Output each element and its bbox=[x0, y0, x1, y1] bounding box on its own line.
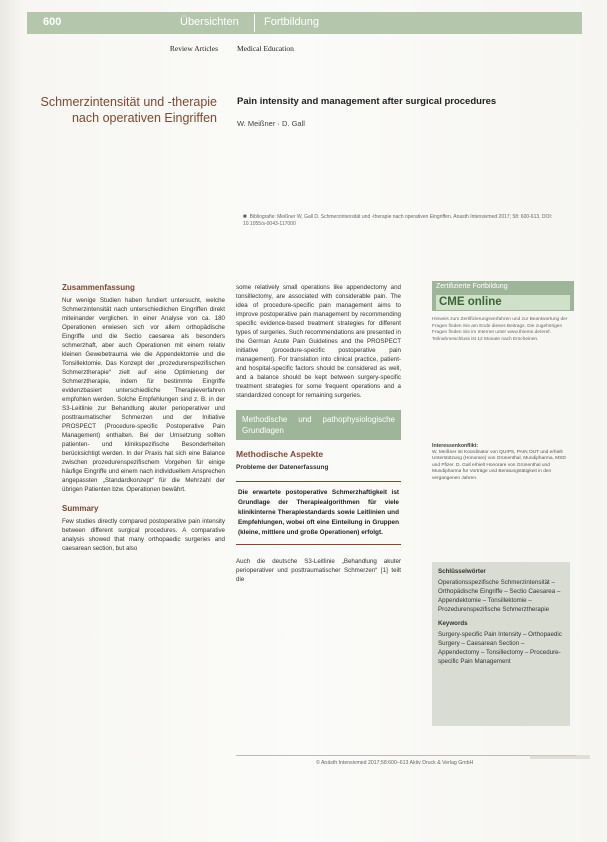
header-band bbox=[27, 12, 582, 34]
citation-bullet-icon: ■ bbox=[243, 214, 247, 220]
column-left bbox=[62, 283, 225, 553]
highlight-box: Die erwartete postoperative Schmerzhaftigkeit ist Grundlage der Therapiealgorithmen für viele klinikinterne Therapiestandards sowie Leitlinien und Empfehlungen, wobei oft eine Einteilung in Gruppen (kleine, mittlere und große Operationen) erfolgt. bbox=[236, 481, 401, 545]
footer-rule bbox=[236, 755, 576, 756]
footer-copyright: © Anästh Intensivmed 2017;58:600–613 Aktiv Druck & Verlag GmbH bbox=[316, 760, 474, 766]
section-label-education: Fortbildung bbox=[264, 16, 320, 28]
section-box-methods: Methodische und pathophysiologische Grundlagen bbox=[236, 410, 401, 440]
methods-heading: Methodische Aspekte bbox=[236, 449, 324, 459]
cme-badge bbox=[432, 281, 574, 311]
label-medical-education: Medical Education bbox=[237, 44, 294, 53]
keywords-english: Surgery-specific Pain Intensity – Orthopaedic Surgery – Caesarean Section – Appendectomy – Tonsillectomy – Procedure-specific Pain Management bbox=[438, 631, 562, 665]
citation-text: Bibliografie: Meißner W, Gall D. Schmerzintensität und -therapie nach operativen Eingriffen. Anasth Intensivmed 2017; 58: 600-613. DOI: 10.1055/s-0043-117000 bbox=[243, 214, 553, 227]
keywords-heading-german: Schlüsselwörter bbox=[438, 568, 486, 575]
scan-smudge bbox=[530, 755, 590, 759]
label-review-articles: Review Articles bbox=[169, 44, 218, 53]
zusammenfassung-heading: Zusammenfassung bbox=[62, 283, 135, 292]
cme-info-text: Hinweis zum Zertifizierungsverfahren und zur Beantwortung der Fragen finden Sie am Ende dieses Beitrags. Die zugehörigen Fragen finden Sie im Internet unter www.thieme.de/eref. Teilnahmeschluss ist 12 Monate nach Erscheinen. bbox=[432, 317, 568, 342]
summary-continued-text: some relatively small operations like appendectomy and tonsillectomy, are associated with considerable pain. The idea of procedure-specific pain management aims to improve postoperative pain management by recommending specific evidence-based treatment strategies for different types of surgeries. Such recommendations are presented in the German Acute Pain Guidelines and the PROSPECT initiative (procedure-specific postoperative pain management). For translation into clinical practice, patient- and hospital-specific factors should be considered as well, and a balance should be kept between surgery-specific treatment strategies for some frequent operations and a standardized concept for remaining surgeries. bbox=[236, 284, 401, 399]
column-middle bbox=[236, 283, 401, 584]
zusammenfassung-text: Nur wenige Studien haben fundiert untersucht, welche Schmerzintensität nach unterschiedlichen Eingriffen direkt miteinander verglichen. In einer Analyse von ca. 180 Operationen erwiesen sich vor allem orthopädische Eingriffe und die Sectio caesarea als besonders schmerzhaft, aber auch Operationen mit einem relativ kleinen Gewebetrauma wie die Appendektomie und die Tonsillektomie. Das Konzept der „prozedurenspezifischen Schmerztherapie“ zielt auf eine Optimierung der Schmerztherapie, indem für bestimmte Eingriffe evidenzbasiert unterschiedliche Therapieverfahren empfohlen werden. Solche Empfehlungen sind z. B. in der S3-Leitlinie zur Behandlung akuter perioperativer und posttraumatischer Schmerzen und der Initiative PROSPECT (Procedure-specific Postoperative Pain Management) enthalten. Bei der Umsetzung sollten patienten- und klinikspezifische Besonderheiten berücksichtigt werden. In der Praxis hat sich eine Balance zwischen prozedurenspezifischem Vorgehen für einige häufige Eingriffe und einem nach individuellem Ansprechen angepassten „Standardkonzept“ für die Mehrzahl der übrigen Patienten bzw. Operationen bewährt. bbox=[62, 297, 225, 493]
cme-label: Zertifizierte Fortbildung bbox=[436, 283, 508, 290]
article-title-english: Pain intensity and management after surgical procedures bbox=[237, 96, 497, 107]
page-number: 600 bbox=[43, 16, 62, 28]
article-authors: W. Meißner · D. Gall bbox=[237, 119, 305, 128]
body-text-continued: Auch die deutsche S3-Leitlinie „Behandlung akuter perioperativer und posttraumatischer Schmerzen“ [1] teilt die bbox=[236, 558, 401, 583]
section-label-reviews: Übersichten bbox=[180, 16, 239, 28]
keywords-box bbox=[432, 562, 570, 726]
conflict-of-interest bbox=[432, 443, 574, 482]
article-title-german: Schmerzintensität und -therapie nach operativen Eingriffen bbox=[40, 95, 217, 125]
cme-title: CME online bbox=[436, 295, 570, 310]
summary-text: Few studies directly compared postoperative pain intensity between different surgical procedures. A comparative analysis showed that many orthopaedic surgeries and caesarean section, but also bbox=[62, 518, 225, 552]
keywords-german: Operationsspezifische Schmerzintensität – Orthopädische Eingriffe – Sectio Caesarea – Appendektomie – Tonsillektomie – Prozedurenspezifische Schmerztherapie bbox=[438, 579, 561, 613]
keywords-heading-english: Keywords bbox=[438, 620, 468, 627]
summary-heading: Summary bbox=[62, 504, 99, 513]
conflict-text: W. Meißner ist Koordinator von QUIPS, PAIN OUT und erhielt Unterstützung (Honorare) von Grünenthal, Mundipharma, MSD und Pfizer. D. Gall erhielt Honorare von Grünenthal und Mundipharma für Vorträge und Beratungstätigkeit in den vergangenen Jahren. bbox=[432, 449, 566, 481]
citation-note bbox=[243, 214, 573, 228]
conflict-heading: Interessenkonflikt: bbox=[432, 443, 479, 449]
data-problems-subheading: Probleme der Datenerfassung bbox=[236, 464, 329, 471]
header-divider bbox=[254, 14, 255, 32]
